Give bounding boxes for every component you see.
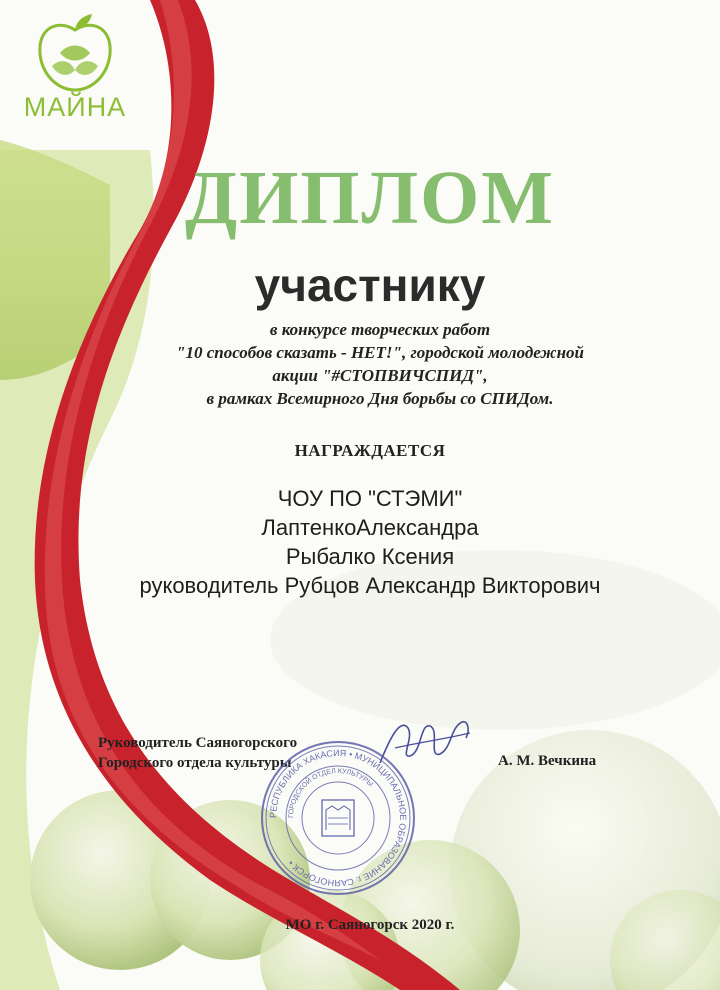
recipient-name: Рыбалко Ксения — [285, 544, 455, 569]
recipient-supervisor: руководитель Рубцов Александр Викторович — [139, 573, 601, 598]
stamp-outer-text: РЕСПУБЛИКА ХАКАСИЯ • МУНИЦИПАЛЬНОЕ ОБРАЗОВАНИЕ г. САЯНОГОРСК • — [267, 747, 409, 889]
description-line: акции "#СТОПВИЧСПИД", — [272, 366, 488, 385]
description-line: в рамках Всемирного Дня борьбы со СПИДом. — [206, 389, 554, 408]
awarded-label: НАГРАЖДАЕТСЯ — [294, 441, 446, 460]
diploma-title: ДИПЛОМ — [185, 156, 555, 240]
recipient-organization: ЧОУ ПО "СТЭМИ" — [277, 486, 463, 511]
recipient-name: ЛаптенкоАлександра — [261, 515, 479, 540]
diploma-subtitle: участнику — [254, 259, 486, 311]
description-line: "10 способов сказать - НЕТ!", городской молодежной — [176, 343, 584, 362]
signatory-position-line: Городского отдела культуры — [98, 755, 292, 771]
signatory-name: А. М. Вечкина — [498, 753, 597, 769]
svg-text:ГОРОДСКОЙ ОТДЕЛ КУЛЬТУРЫ — [288, 768, 374, 818]
stamp-inner-text: ГОРОДСКОЙ ОТДЕЛ КУЛЬТУРЫ — [287, 767, 374, 819]
recipients-list — [60, 484, 680, 600]
signatory-position-line: Руководитель Саяногорского — [98, 735, 298, 751]
official-stamp — [258, 738, 418, 898]
diploma-description — [100, 318, 660, 410]
footer-place-year: МО г. Саяногорск 2020 г. — [285, 917, 455, 933]
logo-text: МАЙНА — [23, 92, 127, 122]
description-line: в конкурсе творческих работ — [269, 320, 491, 339]
